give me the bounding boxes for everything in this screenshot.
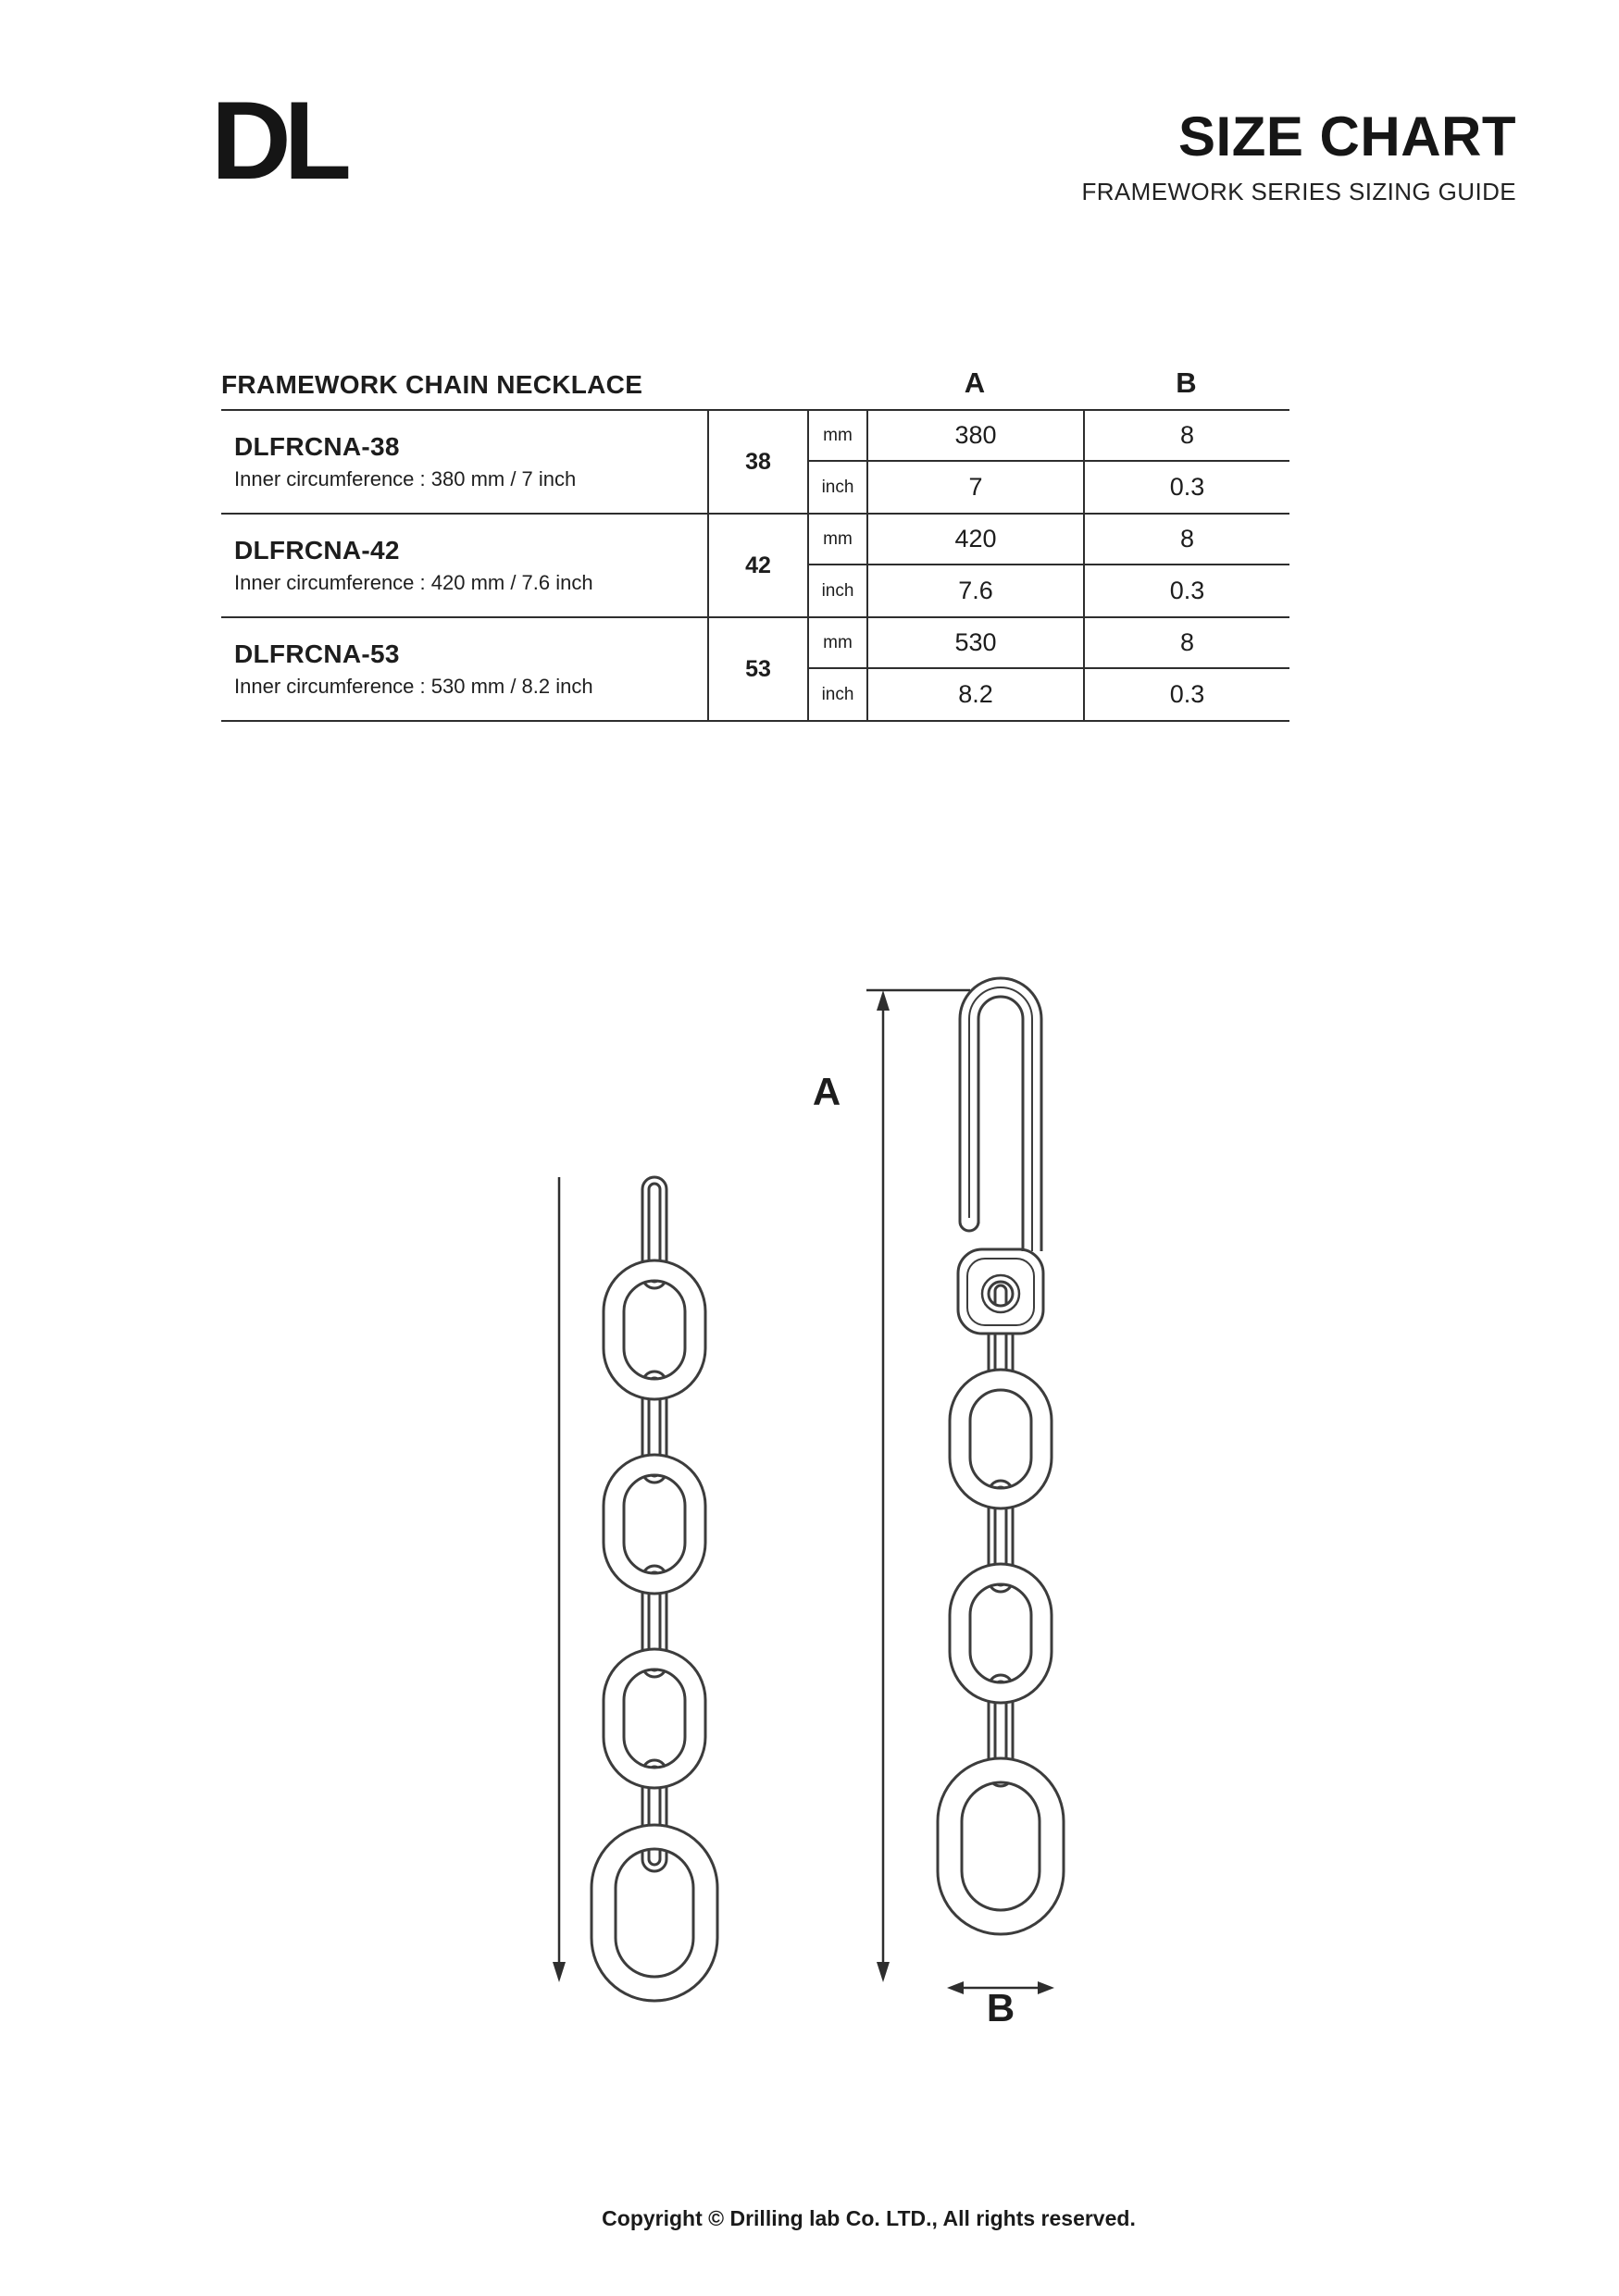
value-b-mm: 8: [1083, 515, 1289, 565]
value-b-inch: 0.3: [1083, 462, 1289, 513]
unit-mm-label: mm: [807, 618, 866, 669]
model-description: Inner circumference : 380 mm / 7 inch: [234, 467, 577, 490]
unit-mm-label: mm: [807, 515, 866, 565]
chain-technical-drawing: [463, 944, 1203, 2101]
unit-inch-label: inch: [807, 669, 866, 720]
column-header-b: B: [1176, 366, 1197, 399]
model-cell: [221, 515, 707, 616]
header-title-block: [648, 105, 1516, 206]
size-cell: 53: [707, 618, 807, 720]
value-a-mm: 380: [866, 411, 1083, 462]
table-row: [221, 616, 1289, 720]
hook-clasp-drawing: [958, 978, 1043, 1390]
brand-logo: DL: [211, 79, 344, 203]
value-a-mm: 530: [866, 618, 1083, 669]
page-title: SIZE CHART: [1178, 105, 1516, 168]
table-body: [221, 409, 1289, 722]
model-name: DLFRCNA-42: [234, 536, 400, 565]
table-row: [221, 513, 1289, 616]
right-chain-drawing: [938, 1370, 1064, 1934]
table-header-row: [221, 354, 1289, 409]
value-b-mm: 8: [1083, 411, 1289, 462]
unit-mm-label: mm: [807, 411, 866, 462]
value-a-inch: 7: [866, 462, 1083, 513]
table-title: FRAMEWORK CHAIN NECKLACE: [221, 370, 643, 399]
dimension-label-b: B: [986, 1986, 1015, 2029]
model-name: DLFRCNA-38: [234, 432, 400, 461]
value-b-mm: 8: [1083, 618, 1289, 669]
model-cell: [221, 618, 707, 720]
size-cell: 38: [707, 411, 807, 513]
dimension-a-arrow-down-icon: [877, 1962, 890, 1982]
model-description: Inner circumference : 530 mm / 8.2 inch: [234, 675, 593, 698]
dimension-b-arrow-left-icon: [947, 1981, 964, 1994]
copyright-text: Copyright © Drilling lab Co. LTD., All rights reserved.: [602, 2206, 1136, 2230]
dimension-label-a: A: [812, 1070, 841, 1113]
table-row: [221, 409, 1289, 513]
size-table: [221, 354, 1289, 722]
page-subtitle: FRAMEWORK SERIES SIZING GUIDE: [1081, 178, 1516, 205]
model-description: Inner circumference : 420 mm / 7.6 inch: [234, 571, 593, 594]
left-chain-drawing: [592, 1177, 717, 2001]
left-dimension-arrow-down-icon: [553, 1962, 566, 1982]
value-b-inch: 0.3: [1083, 669, 1289, 720]
unit-inch-label: inch: [807, 565, 866, 616]
size-cell: 42: [707, 515, 807, 616]
column-header-a: A: [964, 366, 986, 399]
model-name: DLFRCNA-53: [234, 639, 400, 668]
dimension-a-arrow-up-icon: [877, 990, 890, 1011]
unit-inch-label: inch: [807, 462, 866, 513]
value-a-inch: 7.6: [866, 565, 1083, 616]
value-a-inch: 8.2: [866, 669, 1083, 720]
model-cell: [221, 411, 707, 513]
dimension-b-arrow-right-icon: [1038, 1981, 1054, 1994]
value-b-inch: 0.3: [1083, 565, 1289, 616]
value-a-mm: 420: [866, 515, 1083, 565]
